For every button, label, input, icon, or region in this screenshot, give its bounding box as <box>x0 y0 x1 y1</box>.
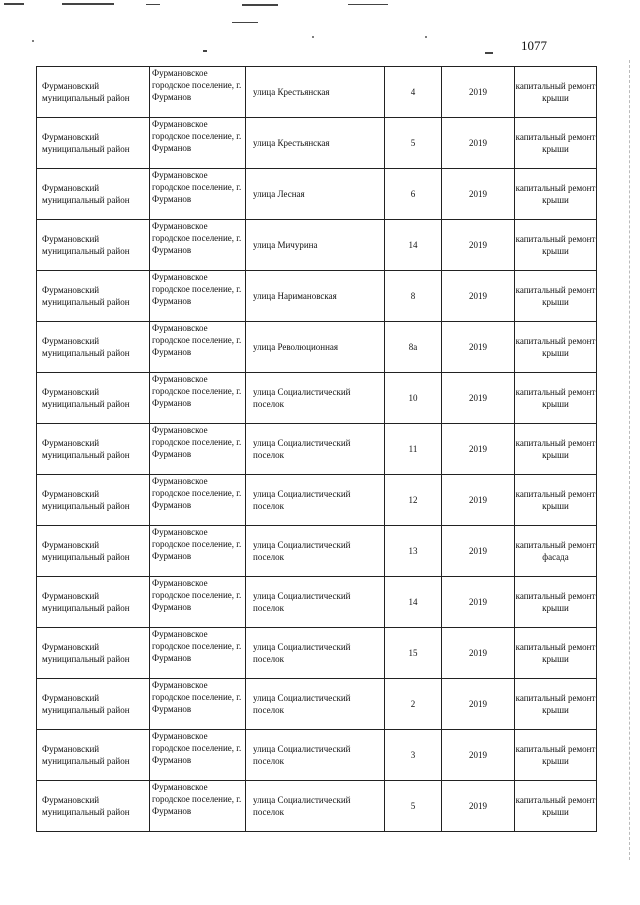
district-cell: Фурмановский муниципальный район <box>37 577 150 628</box>
year-cell: 2019 <box>442 628 515 679</box>
settlement-cell: Фурмановское городское поселение, г. Фурманов <box>150 373 246 424</box>
work-type-cell: капитальный ремонт крыши <box>515 322 597 373</box>
settlement-cell: Фурмановское городское поселение, г. Фурманов <box>150 67 246 118</box>
year-cell: 2019 <box>442 730 515 781</box>
settlement-cell: Фурмановское городское поселение, г. Фурманов <box>150 628 246 679</box>
table-row <box>37 679 597 730</box>
table-row <box>37 373 597 424</box>
settlement-cell: Фурмановское городское поселение, г. Фурманов <box>150 781 246 832</box>
district-cell: Фурмановский муниципальный район <box>37 628 150 679</box>
settlement-cell: Фурмановское городское поселение, г. Фурманов <box>150 118 246 169</box>
street-cell: улица Революционная <box>246 322 385 373</box>
scan-mark <box>232 22 258 23</box>
table-row <box>37 475 597 526</box>
settlement-cell: Фурмановское городское поселение, г. Фурманов <box>150 730 246 781</box>
district-cell: Фурмановский муниципальный район <box>37 220 150 271</box>
work-type-cell: капитальный ремонт крыши <box>515 781 597 832</box>
district-cell: Фурмановский муниципальный район <box>37 526 150 577</box>
table-row <box>37 322 597 373</box>
district-cell: Фурмановский муниципальный район <box>37 67 150 118</box>
work-type-cell: капитальный ремонт крыши <box>515 271 597 322</box>
house-number-cell: 14 <box>385 220 442 271</box>
table-row <box>37 526 597 577</box>
work-type-cell: капитальный ремонт крыши <box>515 628 597 679</box>
district-cell: Фурмановский муниципальный район <box>37 118 150 169</box>
year-cell: 2019 <box>442 271 515 322</box>
district-cell: Фурмановский муниципальный район <box>37 424 150 475</box>
district-cell: Фурмановский муниципальный район <box>37 271 150 322</box>
district-cell: Фурмановский муниципальный район <box>37 679 150 730</box>
house-number-cell: 8а <box>385 322 442 373</box>
work-type-cell: капитальный ремонт крыши <box>515 373 597 424</box>
street-cell: улица Лесная <box>246 169 385 220</box>
work-type-cell: капитальный ремонт крыши <box>515 424 597 475</box>
street-cell: улица Социалистический поселок <box>246 577 385 628</box>
scan-mark <box>242 4 278 6</box>
year-cell: 2019 <box>442 118 515 169</box>
house-number-cell: 15 <box>385 628 442 679</box>
scan-dot <box>425 36 427 38</box>
street-cell: улица Социалистический поселок <box>246 781 385 832</box>
house-number-cell: 8 <box>385 271 442 322</box>
district-cell: Фурмановский муниципальный район <box>37 475 150 526</box>
house-number-cell: 4 <box>385 67 442 118</box>
district-cell: Фурмановский муниципальный район <box>37 169 150 220</box>
table-row <box>37 67 597 118</box>
scan-mark <box>485 52 493 54</box>
scan-mark <box>62 3 114 5</box>
settlement-cell: Фурмановское городское поселение, г. Фурманов <box>150 169 246 220</box>
scan-mark <box>203 50 207 52</box>
table-row <box>37 730 597 781</box>
year-cell: 2019 <box>442 220 515 271</box>
table-row <box>37 118 597 169</box>
table-row <box>37 424 597 475</box>
year-cell: 2019 <box>442 322 515 373</box>
work-type-cell: капитальный ремонт фасада <box>515 526 597 577</box>
work-type-cell: капитальный ремонт крыши <box>515 577 597 628</box>
work-type-cell: капитальный ремонт крыши <box>515 67 597 118</box>
house-number-cell: 10 <box>385 373 442 424</box>
house-number-cell: 2 <box>385 679 442 730</box>
work-type-cell: капитальный ремонт крыши <box>515 730 597 781</box>
settlement-cell: Фурмановское городское поселение, г. Фурманов <box>150 424 246 475</box>
street-cell: улица Социалистический поселок <box>246 526 385 577</box>
year-cell: 2019 <box>442 169 515 220</box>
scan-edge <box>629 60 630 860</box>
settlement-cell: Фурмановское городское поселение, г. Фурманов <box>150 526 246 577</box>
work-type-cell: капитальный ремонт крыши <box>515 475 597 526</box>
district-cell: Фурмановский муниципальный район <box>37 322 150 373</box>
district-cell: Фурмановский муниципальный район <box>37 730 150 781</box>
table-row <box>37 781 597 832</box>
records-body <box>37 67 597 832</box>
street-cell: улица Социалистический поселок <box>246 424 385 475</box>
house-number-cell: 11 <box>385 424 442 475</box>
house-number-cell: 12 <box>385 475 442 526</box>
year-cell: 2019 <box>442 577 515 628</box>
street-cell: улица Социалистический поселок <box>246 679 385 730</box>
work-type-cell: капитальный ремонт крыши <box>515 118 597 169</box>
street-cell: улица Социалистический поселок <box>246 373 385 424</box>
street-cell: улица Социалистический поселок <box>246 475 385 526</box>
scan-dot <box>312 36 314 38</box>
street-cell: улица Наримановская <box>246 271 385 322</box>
house-number-cell: 14 <box>385 577 442 628</box>
street-cell: улица Крестьянская <box>246 67 385 118</box>
street-cell: улица Крестьянская <box>246 118 385 169</box>
work-type-cell: капитальный ремонт крыши <box>515 679 597 730</box>
page-number: 1077 <box>521 38 547 53</box>
settlement-cell: Фурмановское городское поселение, г. Фурманов <box>150 577 246 628</box>
settlement-cell: Фурмановское городское поселение, г. Фурманов <box>150 271 246 322</box>
year-cell: 2019 <box>442 526 515 577</box>
year-cell: 2019 <box>442 781 515 832</box>
house-number-cell: 6 <box>385 169 442 220</box>
table-row <box>37 220 597 271</box>
year-cell: 2019 <box>442 475 515 526</box>
year-cell: 2019 <box>442 67 515 118</box>
street-cell: улица Социалистический поселок <box>246 628 385 679</box>
district-cell: Фурмановский муниципальный район <box>37 781 150 832</box>
table-row <box>37 628 597 679</box>
district-cell: Фурмановский муниципальный район <box>37 373 150 424</box>
table-row <box>37 271 597 322</box>
table-row <box>37 577 597 628</box>
settlement-cell: Фурмановское городское поселение, г. Фурманов <box>150 220 246 271</box>
house-number-cell: 13 <box>385 526 442 577</box>
year-cell: 2019 <box>442 679 515 730</box>
work-type-cell: капитальный ремонт крыши <box>515 169 597 220</box>
street-cell: улица Мичурина <box>246 220 385 271</box>
house-number-cell: 5 <box>385 781 442 832</box>
records-table <box>36 66 597 832</box>
house-number-cell: 5 <box>385 118 442 169</box>
settlement-cell: Фурмановское городское поселение, г. Фурманов <box>150 475 246 526</box>
street-cell: улица Социалистический поселок <box>246 730 385 781</box>
settlement-cell: Фурмановское городское поселение, г. Фурманов <box>150 679 246 730</box>
scan-dot <box>32 40 34 42</box>
table-row <box>37 169 597 220</box>
house-number-cell: 3 <box>385 730 442 781</box>
year-cell: 2019 <box>442 424 515 475</box>
scan-mark <box>348 4 388 5</box>
settlement-cell: Фурмановское городское поселение, г. Фурманов <box>150 322 246 373</box>
year-cell: 2019 <box>442 373 515 424</box>
scan-mark <box>146 4 160 5</box>
work-type-cell: капитальный ремонт крыши <box>515 220 597 271</box>
scan-mark <box>4 3 24 5</box>
